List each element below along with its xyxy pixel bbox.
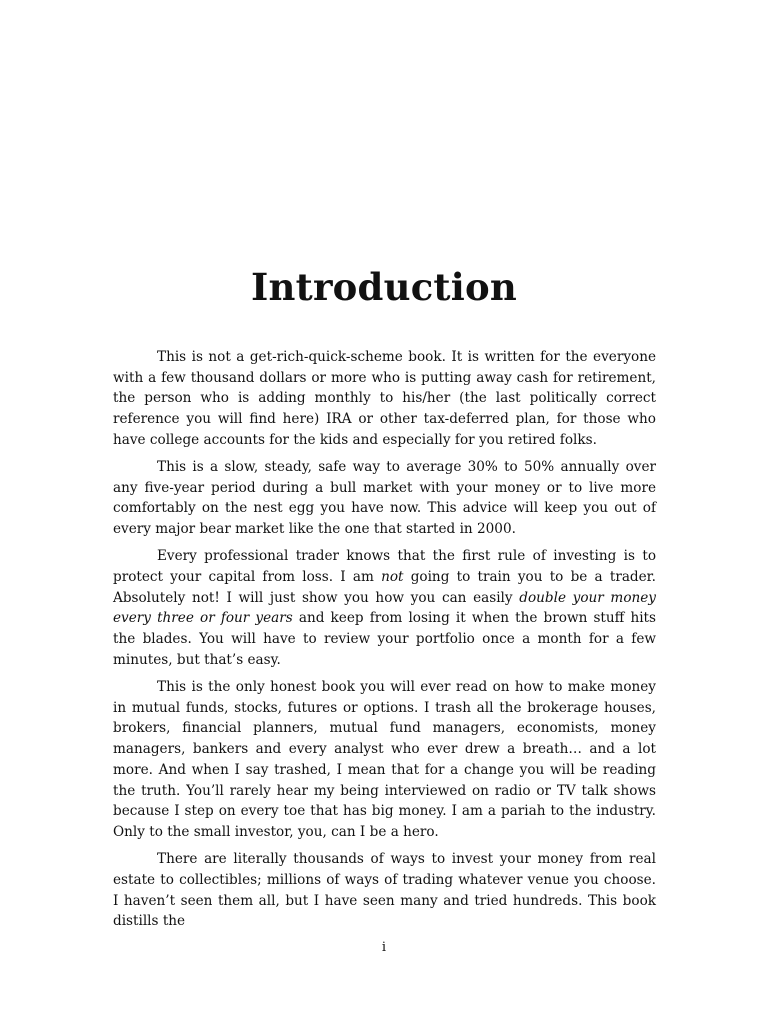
paragraph-3-part-1: Every professional trader knows that the first rule of investing is to protect your capital from loss. I am — [113, 548, 656, 586]
body-text — [113, 347, 656, 938]
paragraph-3-part-2: going to train you to be a trader. Absolutely not! I will just show you how you can easily — [113, 569, 656, 606]
paragraph-3-part-3: and keep from losing it when the brown stuff hits the blades. You will have to review your portfolio once a month for a few minutes, but that’s easy. — [113, 610, 656, 668]
paragraph-3-emphasis-not: not — [381, 569, 404, 586]
chapter-title: Introduction — [251, 265, 517, 309]
paragraph-1: This is not a get-rich-quick-scheme book. It is written for the everyone with a few thousand dollars or more who is putting away cash for retirement, the person who is adding monthly to his/her (the last politically correct reference you will find here) IRA or other tax-deferred plan, for those who have college accounts for the kids and especially for you retired folks. — [113, 349, 656, 448]
page-number: i — [381, 940, 387, 955]
paragraph-3 — [113, 546, 656, 670]
paragraph-2: This is a slow, steady, safe way to average 30% to 50% annually over any five-year period during a bull market with your money or to live more comfortably on the nest egg you have now. This advice will keep you out of every major bear market like the one that started in 2000. — [113, 459, 656, 538]
paragraph-4: This is the only honest book you will ever read on how to make money in mutual funds, stocks, futures or options. I trash all the brokerage houses, brokers, financial planners, mutual fund managers, economists, money managers, bankers and every analyst who ever drew a breath… and a lot more. And when I say trashed, I mean that for a change you will be reading the truth. You’ll rarely hear my being interviewed on radio or TV talk shows because I step on every toe that has big money. I am a pariah to the industry. Only to the small investor, you, can I be a hero. — [113, 679, 656, 840]
paragraph-3-emphasis-double: double your money every three or four years — [113, 589, 656, 627]
paragraph-5: There are literally thousands of ways to invest your money from real estate to collectibles; millions of ways of trading whatever venue you choose. I haven’t seen them all, but I have seen many and tried hundreds. This book distills the — [113, 851, 656, 930]
